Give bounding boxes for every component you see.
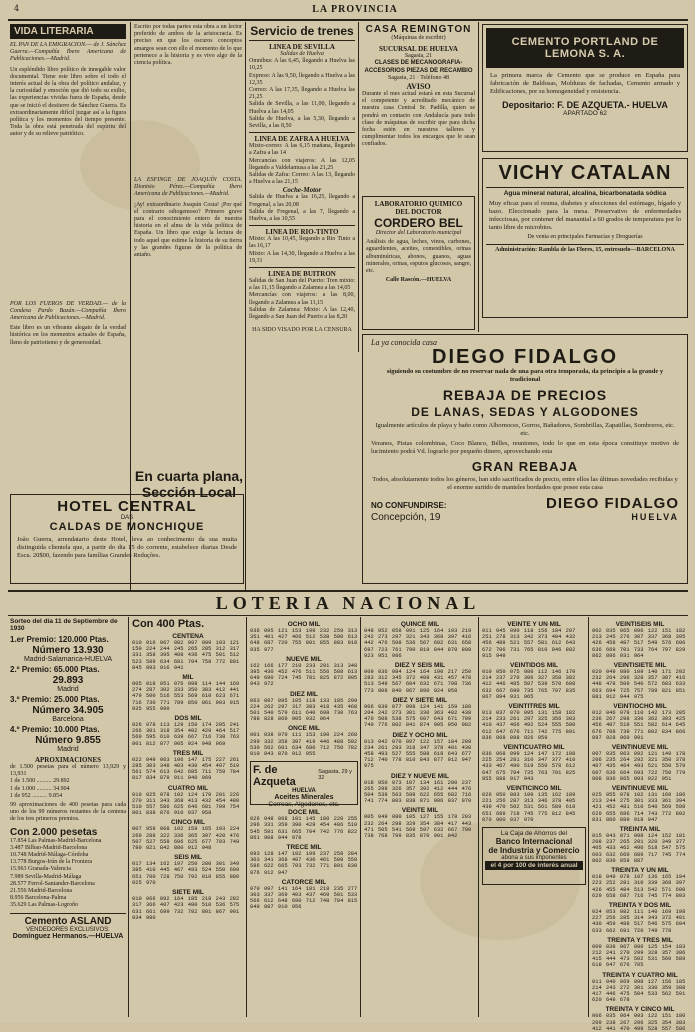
coche-motor-heading: Coche-Motor bbox=[282, 186, 322, 195]
lottery-section-numbers: 020 049 080 109 140 171 202 232 264 296 328 357 387 416 448 478 509 540 572 603 633 663 694 725 757 789 821 851 881 912 944 975 bbox=[592, 669, 686, 700]
lottery-section-numbers: 018 049 078 107 136 165 194 223 252 281 310 339 368 397 426 455 484 513 542 571 600 629 658 687 716 745 774 803 bbox=[592, 874, 686, 899]
lottery-section-numbers: 010 050 075 080 112 146 170 214 237 270 306 327 358 382 412 446 485 507 539 570 608 632 667 690 735 765 797 835 867 894 931 965 bbox=[482, 669, 576, 700]
remington-sub: (Máquinas de escribir) bbox=[391, 35, 446, 41]
buitron-trains bbox=[249, 278, 355, 321]
train-entry: Omnibus: A las 6,45, llegando a Huelva las 10,25 bbox=[249, 58, 355, 72]
lottery-prizes bbox=[10, 618, 126, 1020]
lottery-column-4 bbox=[364, 618, 476, 1018]
remington-phone: Sagasta, 21 · Teléfono 48 bbox=[388, 74, 449, 81]
lab-body: Análisis de agua, leches, vinos, carbones, aguardientes, aceites, comestibles, orinas albuminúricas, abonos, guanos, aguas minerales, orinas, esputos glucosos, sangre, etc. bbox=[366, 239, 471, 275]
caja-body: abona a sus imponentes bbox=[501, 855, 567, 862]
prize-place: Madrid bbox=[57, 746, 79, 753]
azqueta-ad bbox=[250, 761, 358, 809]
lottery-section-heading: TREINTA Y CUATRO MIL bbox=[602, 971, 678, 979]
buitron-line-heading: LINEA DE BUITRON bbox=[268, 270, 336, 279]
lottery-section-numbers: 007 035 063 092 121 149 178 206 235 264 292 321 350 378 407 435 464 493 521 550 579 607 636 664 693 722 750 779 808 836 865 893 922 951 bbox=[592, 751, 686, 782]
aproximaciones-list bbox=[10, 764, 126, 800]
azqueta-sub: Aceites Minerales bbox=[274, 794, 334, 802]
fidalgo-address: Concepción, 19 bbox=[371, 512, 441, 524]
aprox-entry: de 1.500 pesetas para el número 13,929 y 13,931 bbox=[10, 764, 126, 778]
lottery-section-heading: DIEZ MIL bbox=[290, 690, 318, 698]
remington-sucursal: SUCURSAL DE HUELVA bbox=[379, 45, 458, 54]
zafra-line-heading: LINEA DE ZAFRA A HUELVA bbox=[254, 135, 350, 144]
loteria-title: LOTERIA NACIONAL bbox=[215, 593, 481, 613]
lottery-section-heading: ONCE MIL bbox=[288, 725, 320, 733]
remington-address: Sagasta, 21 bbox=[404, 53, 433, 60]
train-schedule-title: Servicio de trenes bbox=[249, 24, 355, 41]
lottery-section-numbers: 013 037 070 095 131 158 182 214 233 261 297 325 356 383 410 437 466 492 524 555 580 612 647 676 711 742 775 801 836 868 898 926 959 bbox=[482, 710, 576, 741]
lottery-section-heading: VEINTISEIS MIL bbox=[615, 621, 665, 628]
lottery-section-heading: CINCO MIL bbox=[171, 819, 205, 827]
lottery-section-heading: VEINTIDOS MIL bbox=[509, 662, 559, 670]
lottery-section-numbers: 017 134 162 197 250 280 301 349 385 410 445 467 493 524 550 609 651 700 728 750 792 810 855 880 925 970 bbox=[132, 861, 240, 886]
vida-literaria-column bbox=[10, 24, 126, 492]
train-entry: Expreso: A las 9,50, llegando a Huelva a las 12,35 bbox=[249, 72, 355, 86]
lottery-section-numbers: 026 078 113 129 150 174 205 241 266 301 318 354 402 429 464 517 560 595 610 639 667 716 738 763 801 812 877 905 924 948 969 bbox=[132, 722, 240, 747]
remington-title: CASA REMINGTON bbox=[365, 24, 472, 35]
column-rule bbox=[588, 617, 589, 1017]
vida-literaria-heading: VIDA LITERARIA bbox=[10, 24, 126, 39]
lab-name: CORDERO BEL bbox=[374, 216, 463, 230]
lottery-section-heading: SIETE MIL bbox=[172, 889, 204, 897]
lottery-section-heading: VEINTICUATRO MIL bbox=[503, 744, 565, 752]
fidalgo-address-row bbox=[371, 512, 679, 523]
vichy-admin: Administración: Rambla de las Flores, 15, entresuelo—BARCELONA bbox=[486, 244, 684, 254]
train-entry: Salida de Huelva a las 16,25, llegando a Fregenal, a las 20,08 bbox=[249, 194, 355, 208]
lottery-section-heading: OCHO MIL bbox=[287, 621, 321, 628]
fidalgo-rebaja: REBAJA DE PRECIOS bbox=[442, 387, 608, 404]
column-rule bbox=[478, 22, 479, 332]
lottery-section-heading: TRES MIL bbox=[172, 749, 204, 757]
lottery-column-2 bbox=[132, 618, 244, 1018]
cuarta-plana-line2: Sección Local bbox=[141, 484, 237, 500]
lottery-section-numbers: 011 045 090 118 156 184 207 251 278 313 342 373 404 432 456 489 521 557 581 612 643 672 706 731 765 810 846 882 915 949 bbox=[482, 628, 576, 659]
train-entry: Correo: A las 17,35, llegando a Huelva las 21,25 bbox=[249, 87, 355, 101]
aprox-entry: 1 de 952 .......... 9.854 bbox=[10, 792, 63, 799]
dos-mil-list bbox=[10, 838, 126, 910]
lottery-section-heading: TREINTA Y CINCO MIL bbox=[605, 1006, 675, 1014]
lottery-section-heading: TREINTA Y TRES MIL bbox=[607, 936, 673, 944]
lottery-section-numbers: 026 050 083 109 135 162 189 221 256 287 313 346 378 405 439 470 502 531 561 589 618 651 689 718 745 775 812 845 870 900 937 970 bbox=[482, 792, 576, 823]
azqueta-city: HUELVA bbox=[292, 788, 316, 795]
column-rule bbox=[128, 617, 129, 1017]
lottery-section-numbers: 070 097 141 164 181 218 235 277 303 337 369 403 437 469 501 533 566 612 648 690 712 748 784 815 849 887 910 956 bbox=[250, 885, 358, 911]
prize-4 bbox=[10, 725, 126, 753]
review-body: Este libro es un vibrante alegato de la verdad histórica en los momentos actuales de España, lleno de patriotismo y de generosidad. bbox=[10, 325, 126, 346]
lottery-section-numbers: 012 046 078 110 142 173 205 236 267 298 330 362 393 425 456 487 519 551 582 614 645 676 708 739 771 802 834 866 897 928 960 991 bbox=[592, 710, 686, 741]
lottery-section-numbers: 063 087 095 105 118 133 185 209 224 262 297 317 383 418 435 468 501 540 579 611 640 698 730 763 788 828 869 905 932 964 bbox=[250, 697, 358, 723]
vichy-sub: Agua mineral natural, alcalina, bicarbonatada sódica bbox=[503, 190, 667, 197]
hotel-name: HOTEL CENTRAL bbox=[57, 498, 197, 515]
remington-ad bbox=[362, 24, 475, 194]
lottery-section-numbers: 010 025 078 102 124 170 201 226 270 311 343 368 413 432 454 480 510 557 586 625 646 681 709 754 801 838 876 910 937 958 bbox=[132, 791, 240, 817]
prize-number: Número 34.905 bbox=[32, 705, 104, 716]
column-rule bbox=[478, 617, 479, 1017]
lottery-section-heading: DOCE MIL bbox=[288, 809, 320, 817]
censura-note: HA SIDO VISADO POR LA CENSURA bbox=[252, 327, 352, 334]
fidalgo-gran-rebaja: GRAN REBAJA bbox=[471, 459, 579, 475]
lottery-section-heading: TREINTA Y UN MIL bbox=[611, 867, 669, 875]
asland-ad bbox=[10, 913, 126, 940]
lottery-column-5 bbox=[482, 618, 586, 1018]
masthead-title: LA PROVINCIA bbox=[312, 4, 398, 15]
review-body: Un espléndido libro político de innegable valor documental. Tiene este libro sobre el todo el interés actual de la obra del político andaluz, y la curiosidad y emoción que dió todo su exilio, las experiencias vividas fuera de España, desde que se inició el destierro de Sánchez Guerra. Es extraordinariamente difícil juzgar así a la figura política y los momentos del tiempo presente. Toda la obra está penetrada del espíritu del autor y de su relieve patriótico. bbox=[10, 66, 126, 138]
lottery-section-numbers: 025 055 078 102 131 160 186 213 244 275 301 333 361 394 421 452 481 510 540 569 598 629 655 686 714 743 772 802 831 860 889 918 947 bbox=[592, 792, 686, 823]
asland-vendor: Domínguez Hermanos.—HUELVA bbox=[12, 932, 124, 940]
column-rule bbox=[245, 22, 246, 590]
prize-number: Número 13.930 bbox=[32, 645, 104, 656]
dos-mil-entry: 13.778 Burgos-Irún de la Frontera bbox=[10, 859, 93, 866]
laboratorio-ad bbox=[362, 196, 475, 330]
prize-place: Madrid-Salamanca-HUELVA bbox=[23, 656, 113, 663]
vichy-body: Muy eficaz para el reuma, diabetes y afecciones del estómago, hígado y bazo. Eleccionado para la mesa. Preservativo de enfermedades infecciosas, por contener del manantial a 60 grados de temperatura por lo tanto libre de microbios. bbox=[489, 200, 681, 231]
lottery-section-heading: CATORCE MIL bbox=[281, 878, 327, 886]
sevilla-trains bbox=[249, 58, 355, 130]
train-entry: Mercancías con viajeros: a las 8,00, llegando a Zalamea a las 11,15 bbox=[249, 292, 355, 306]
lottery-section-numbers: 005 049 080 105 127 155 178 203 232 264 298 329 354 384 417 443 471 505 541 569 597 632 667 700 738 768 799 835 870 901 942 bbox=[364, 814, 472, 840]
lottery-section-numbers: 006 035 064 093 122 151 180 209 238 267 296 325 354 383 412 441 470 499 528 557 586 bbox=[592, 1013, 686, 1032]
lottery-section-numbers: 013 042 070 097 122 157 184 209 234 261 293 318 347 378 401 430 458 493 527 555 588 618 643 677 712 740 778 810 843 877 912 947 975 bbox=[364, 738, 472, 770]
cuarta-plana-line1: En cuarta plana, bbox=[134, 468, 244, 484]
literary-column-2 bbox=[134, 24, 242, 464]
fidalgo-intro: siguiendo su costumbre de no reservar nada de una para otra temporada, da principio a la grande y tradicional bbox=[386, 368, 664, 384]
dos-mil-heading: Con 2.000 pesetas bbox=[10, 826, 98, 838]
caja-title: La Caja de Ahorros del bbox=[500, 830, 568, 838]
caja-name2: de Industria y Comercio bbox=[488, 846, 580, 856]
vichy-venta: De venta en principales Farmacias y Droguerías bbox=[527, 234, 643, 240]
lottery-number-list bbox=[364, 621, 476, 839]
lottery-section-heading: QUINCE MIL bbox=[400, 621, 440, 628]
lottery-section-heading: VEINTISIETE MIL bbox=[613, 662, 667, 670]
dos-mil-entry: 15.963 Granada-Valencia bbox=[10, 866, 71, 873]
fidalgo-lanas: DE LANAS, SEDAS Y ALGODONES bbox=[411, 405, 639, 420]
review-body: ¡Ay! extraordinario Joaquín Costa! ¡Por qué el contrario odiogemoso? Primero grave para el conocimiento entero de nuestra historia en el alma de la vida política de España. Un libro que exige la lectura de todo aquel que estime la historia de su tierra y las grandes figuras de la política de antaño. bbox=[134, 201, 242, 259]
aproximaciones-heading: APROXIMACIONES bbox=[34, 756, 102, 764]
fidalgo-no-confundirse: NO CONFUNDIRSE: bbox=[371, 501, 447, 511]
lottery-section-heading: DOS MIL bbox=[174, 715, 202, 723]
train-entry: Mixto: A las 14,30, llegando a Huelva a las 19,31 bbox=[249, 250, 355, 264]
lottery-number-list bbox=[592, 621, 688, 1032]
dos-mil-entry: 17.854 Las Palmas-Madrid-Barcelona bbox=[10, 837, 102, 844]
asland-sub: VENDEDORES EXCLUSIVOS: bbox=[26, 926, 110, 933]
lottery-section-heading: DIEZ Y NUEVE MIL bbox=[391, 772, 449, 780]
remington-clases: CLASES DE MECANOGRAFIA- ACCESORIOS PIEZAS DE RECAMBIO bbox=[364, 60, 473, 74]
lemona-title: CEMENTO PORTLAND DE LEMONA S. A. bbox=[486, 28, 684, 68]
lottery-section-numbers: 015 043 071 098 124 152 181 208 237 265 291 320 349 377 405 433 462 490 518 547 575 603 632 660 689 717 745 774 802 830 859 887 bbox=[592, 833, 686, 864]
lottery-number-list bbox=[482, 621, 586, 823]
lottery-section-heading: TRECE MIL bbox=[286, 844, 322, 852]
lab-address: Calle Rascón.—HUELVA bbox=[385, 277, 452, 284]
lottery-section-numbers: 162 166 177 210 233 291 313 348 395 430 452 476 511 556 588 613 649 690 724 745 781 825 872 905 943 972 bbox=[250, 662, 358, 688]
train-entry: Salida de Sevilla, a las 11,00, llegando a Huelva a las 14,05 bbox=[249, 101, 355, 115]
coche-trains bbox=[249, 194, 355, 223]
masthead-rule bbox=[8, 19, 688, 21]
lemona-ad bbox=[482, 24, 688, 152]
lottery-section-numbers: 036 068 099 124 147 172 198 225 254 281 310 347 377 410 433 467 490 519 550 578 612 647 675 704 735 763 791 825 855 888 917 943 bbox=[482, 751, 576, 782]
aprox-entry: 1 de 1.000 .......... 34.904 bbox=[10, 785, 70, 792]
lottery-section-numbers: 036 095 121 153 199 232 259 313 351 401 427 466 512 538 580 613 648 687 720 755 801 855 883 918 935 977 bbox=[250, 628, 358, 653]
lottery-column-6 bbox=[592, 618, 688, 1032]
dos-mil-entry: 28.577 Ferrol-Santander-Barcelona bbox=[10, 880, 95, 887]
hotel-das: DAS bbox=[120, 515, 134, 521]
prize-number: 29.893 bbox=[52, 675, 84, 686]
lottery-section-heading: SEIS MIL bbox=[174, 854, 202, 862]
train-entry: Mercancías con viajeros: A las 12,05 llegando a Valdelamusa a las 21,25 bbox=[249, 157, 355, 171]
lottery-number-list bbox=[250, 621, 358, 757]
lemona-body: La primera marca de Cemento que se produce en España para fabricación de Baldosas, Molduras de fachadas, Cemento armado y Edificaciones, por su homogeneidad y resistencia. bbox=[490, 72, 680, 95]
hotel-body: João Guerra, arrendatario deste Hotel, leva ao conhecimento da sua muita distinguida clientela que, a partir do dia 15 do corrente, estabelece diarias Desde Escu. 20$00, fazendo para famílias Grandes Reduções. bbox=[17, 536, 237, 559]
sevilla-line-heading: LINEA DE SEVILLA bbox=[269, 43, 335, 51]
prize-place: Barcelona bbox=[52, 716, 84, 723]
lottery-section-heading: DIEZ Y SEIS MIL bbox=[394, 662, 446, 670]
lottery-section-heading: DIEZ Y OCHO MIL bbox=[392, 731, 448, 739]
lottery-section-heading: VEINTINUEVE MIL bbox=[611, 785, 669, 793]
caja-rate: el 4 por 100 de interés anual bbox=[485, 861, 583, 870]
fidalgo-body3: Todos, absolutamente todos los géneros, han sido sacrificados de precio, entre ellos las últimas novedades recibidas y el enorme surtido de manteles bordados que posee esta casa bbox=[372, 476, 678, 492]
prize-label: 2.º Premio: 65.000 Ptas. bbox=[10, 665, 100, 674]
lottery-section-numbers: 010 066 092 164 185 218 243 282 317 366 407 423 480 510 536 575 631 661 699 732 782 801 867 901 934 980 bbox=[132, 896, 240, 921]
train-entry: Salidas de Zafra: Correo: A las 13, llegando a Huelva a las 21,15 bbox=[249, 172, 355, 186]
lottery-section-numbers: 018 050 073 107 134 161 200 237 265 299 326 357 392 412 444 476 504 539 563 598 622 655 682 716 741 774 803 838 871 906 937 970 bbox=[364, 779, 472, 805]
lemona-depositario: Depositario: F. DE AZQUETA.- HUELVA bbox=[502, 100, 668, 110]
train-entry: Salida de Huelva, a las 5,30, llegando a Sevilla, a las 8,50 bbox=[249, 115, 355, 130]
azqueta-address: Sagasta, 29 y 32 bbox=[318, 769, 352, 782]
azqueta-header bbox=[253, 764, 355, 788]
lottery-section-numbers: 001 038 070 111 153 190 224 268 299 332 358 397 419 446 488 502 530 562 601 634 680 712 750 782 810 843 870 912 955 bbox=[250, 732, 358, 758]
caja-name: Banco Internacional bbox=[495, 837, 573, 847]
fidalgo-footer bbox=[371, 495, 679, 512]
lottery-section-numbers: 024 053 082 111 140 169 198 227 256 285 314 343 372 401 430 459 488 517 546 575 604 633 662 691 720 749 778 bbox=[592, 908, 686, 934]
review-title: EL PAN DE LA EMIGRACION.— de J. Sánchez Guerra.—Compañía Ibero Americana de Publicaciones.—Madrid. bbox=[10, 42, 126, 63]
prize-label: 1.er Premio: 120.000 Ptas. bbox=[10, 635, 109, 644]
train-schedule bbox=[249, 24, 355, 586]
riotinto-trains bbox=[249, 236, 355, 265]
fidalgo-name-footer: DIEGO FIDALGO bbox=[546, 495, 679, 513]
lab-heading: LABORATORIO QUIMICO bbox=[374, 200, 463, 208]
centenas-note: 99 aproximaciones de 400 pesetas para cada uno de los 99 números restantes de la centena de los tres primeros premios. bbox=[10, 802, 126, 823]
page-number: 4 bbox=[14, 4, 20, 13]
dos-mil-entry: 8.956 Barcelona-Palma bbox=[10, 895, 67, 902]
lottery-number-list bbox=[250, 809, 358, 910]
dos-mil-entry: 3.487 Bilbao-Madrid-Barcelona bbox=[10, 844, 87, 851]
lottery-section-heading: CENTENA bbox=[172, 633, 204, 640]
riotinto-line-heading: LINEA DE RIO-TINTO bbox=[265, 228, 339, 237]
review-title: POR LOS FUEROS DE VERDAD.— de la Condesa Pardo Bazán.—Compañía Ibero Americana de Publicaciones.—Madrid. bbox=[10, 300, 126, 322]
caja-ahorros-ad bbox=[482, 827, 586, 885]
azqueta-body: Correas, Algodones, etc. bbox=[268, 801, 340, 809]
sorteo-date: Sorteo del día 11 de Septiembre de 1930 bbox=[10, 618, 118, 632]
lab-sub: Director del Laboratorio municipal bbox=[375, 230, 462, 236]
lottery-section-numbers: 022 049 063 106 147 175 227 261 285 303 348 403 430 454 497 519 561 574 613 642 685 711 759 784 817 834 879 911 940 969 bbox=[132, 756, 240, 782]
lottery-section-numbers: 002 035 065 096 122 151 182 213 245 276 307 337 368 395 426 458 487 517 549 576 606 636 669 701 733 764 797 829 862 896 931 964 bbox=[592, 628, 686, 659]
prize-2 bbox=[10, 665, 126, 693]
train-entry: Salida de Fregenal, a las 7, llegando a Huelva, a las 10,55 bbox=[249, 208, 355, 223]
dos-mil-entry: 10.748 Madrid-Málaga-Córdoba bbox=[10, 852, 89, 859]
fidalgo-intro-label: La ya conocida casa bbox=[371, 338, 437, 347]
fidalgo-name: DIEGO FIDALGO bbox=[432, 346, 618, 369]
lemona-apartado: APARTADO 62 bbox=[563, 110, 607, 117]
aprox-entry: 1 de 1.500 .......... 29.892 bbox=[10, 778, 70, 785]
prize-number: Número 9.855 bbox=[35, 735, 101, 746]
remington-aviso-heading: AVISO bbox=[406, 82, 431, 92]
lottery-section-heading: TREINTA Y DOS MIL bbox=[608, 901, 672, 909]
zafra-trains bbox=[249, 143, 355, 186]
lottery-column-3 bbox=[250, 618, 358, 1018]
sevilla-sub: Salidas de Huelva bbox=[280, 51, 324, 57]
column-rule bbox=[360, 617, 361, 1017]
lottery-section-numbers: 093 128 147 182 199 237 258 284 303 341 368 407 430 461 508 550 586 622 665 703 732 771 801 838 876 912 947 bbox=[250, 851, 358, 876]
lottery-section-numbers: 048 052 058 091 125 164 193 219 242 273 297 321 343 368 397 416 442 476 508 536 567 602 631 658 697 723 761 790 819 844 870 898 923 951 986 bbox=[364, 628, 472, 659]
train-entry: Salidas de Zalamea: Mixto: A las 12,40, llegando a San Juan del Puerto a las 8,20 bbox=[249, 306, 355, 321]
hotel-place: CALDAS DE MONCHIQUE bbox=[49, 521, 205, 533]
lottery-section-numbers: 026 048 068 101 145 180 220 255 296 331 359 390 429 454 486 510 545 591 631 665 704 742 776 822 861 908 944 978 bbox=[250, 816, 358, 841]
fidalgo-body1: Igualmente artículos de playa y baño como Albornoces, Gorros, Bañadores, Sombrillas, Zapatillas, Sombreros, etc. etc. bbox=[375, 422, 675, 438]
lottery-section-heading: VEINTITRES MIL bbox=[508, 703, 560, 711]
prize-place: Madrid bbox=[57, 686, 79, 693]
con-400-heading: Con 400 Ptas. bbox=[132, 618, 205, 630]
lottery-section-heading: DIEZ Y SIETE MIL bbox=[392, 696, 448, 704]
review-title: LA ESFINGE DE JOAQUÍN COSTA. Dionisio Pérez.—Compañía Ibero Americana de Publicaciones.—Madrid. bbox=[134, 177, 242, 198]
lottery-section-heading: VEINTICINCO MIL bbox=[506, 785, 562, 793]
vichy-ad bbox=[482, 158, 688, 318]
column-rule bbox=[358, 22, 359, 352]
train-entry: Salidas de San Juan del Puerto: Tren mixto: a las 11,15 llegando a Zalamea a las 14,05 bbox=[249, 278, 355, 292]
prize-1 bbox=[10, 635, 126, 663]
lottery-section-heading: MIL bbox=[182, 674, 194, 682]
lottery-section-heading: VEINTE Y UN MIL bbox=[507, 621, 561, 628]
dos-mil-entry: 21.556 Madrid-Barcelona bbox=[10, 888, 72, 895]
train-entry: Mixto: A las 10,45, llegando a Rio Tinto a las 16,17 bbox=[249, 236, 355, 250]
dos-mil-entry: 35.629 Las Palmas-Logroño bbox=[10, 902, 79, 909]
dos-mil-entry: 7.989 Sevilla-Madrid-Málaga bbox=[10, 873, 82, 880]
prize-label: 4.º Premio: 10.000 Ptas. bbox=[10, 725, 100, 734]
fidalgo-ad bbox=[362, 334, 688, 584]
asland-title: Cemento ASLAND bbox=[24, 915, 112, 927]
review-body: Escrito por todas partes esta obra a un lector preferido de ambos de la aristocracia. Es preciso en que los oscuros conceptos amargos sean con ello el momento de lo que pertenece a la historia y es vivo algo de la ciencia política. bbox=[134, 24, 242, 67]
section-rule bbox=[8, 615, 688, 616]
lottery-section-numbers: 005 018 051 076 098 114 144 169 274 287 302 333 350 383 412 441 479 500 516 553 569 610 623 671 716 730 771 789 850 861 903 915 935 955 990 bbox=[132, 681, 240, 712]
lottery-section-numbers: 011 040 069 098 127 156 185 214 243 272 301 330 359 388 417 446 475 504 533 562 591 620 649 678 bbox=[592, 978, 686, 1004]
fidalgo-body2: Veranos, Pistas colombinas, Coco Blanco, Bélles, reuniones, todo lo que en esta época constituye motivo de lucimiento podrá Vd. lograrlo por pequeño dinero, aprovechando esta bbox=[371, 440, 679, 456]
vichy-title: VICHY CATALAN bbox=[486, 162, 684, 188]
lottery-section-heading: CUATRO MIL bbox=[167, 784, 209, 792]
lottery-section-numbers: 010 016 067 082 097 099 103 121 150 224 244 245 265 285 312 317 331 358 395 408 436 475 501 512 523 589 634 681 704 758 772 801 845 893 916 941 bbox=[132, 640, 240, 671]
fidalgo-city: HUELVA bbox=[631, 512, 679, 523]
train-entry: Mixto-correo: A las 6,15 mañana, llegando a Zafra a las 14 bbox=[249, 143, 355, 157]
lottery-section-numbers: 009 036 084 124 164 190 217 250 283 312 345 372 408 431 457 478 513 549 567 604 632 671 708 736 773 808 840 867 890 924 958 bbox=[364, 669, 472, 694]
lottery-section-heading: VEINTIOCHO MIL bbox=[613, 703, 667, 711]
lab-heading2: DEL DOCTOR bbox=[395, 208, 442, 216]
lottery-section-heading: TREINTA MIL bbox=[619, 826, 661, 834]
lottery-section-heading: NUEVE MIL bbox=[286, 655, 322, 663]
prize-label: 3.º Premio: 25.000 Ptas. bbox=[10, 695, 100, 704]
lottery-section-numbers: 007 059 068 102 159 165 193 224 269 288 322 336 365 397 420 476 507 527 558 606 625 677 703 749 780 821 842 880 912 948 bbox=[132, 826, 240, 852]
column-rule bbox=[246, 617, 247, 1017]
azqueta-title: F. de Azqueta bbox=[253, 764, 296, 789]
lottery-section-numbers: 009 038 067 096 125 154 183 212 241 270 299 328 357 386 415 444 473 502 531 560 589 618 647 676 705 bbox=[592, 943, 686, 969]
lottery-number-list bbox=[132, 633, 244, 921]
hotel-central-ad bbox=[10, 494, 244, 584]
lottery-section-heading: VEINTE MIL bbox=[401, 807, 439, 815]
prize-3 bbox=[10, 695, 126, 723]
lottery-section-heading: VEINTINUEVE MIL bbox=[611, 744, 669, 752]
lottery-section-numbers: 006 039 077 098 124 141 159 180 204 242 273 301 330 363 402 438 470 508 538 575 607 643 671 709 740 776 802 841 874 905 950 982 bbox=[364, 703, 472, 729]
remington-aviso-body: Durante el mes actual estará en esta Sucursal el competente y acreditado mecánico de nuestra casa Central Sr. Padilla, quien se pondrá en contacto con Andalucía para todo clase de máquinas de escribir que para dicha fecha estén en nuestros talleres y cumplimentar todos los encargos que le sean confiados. bbox=[362, 91, 475, 148]
